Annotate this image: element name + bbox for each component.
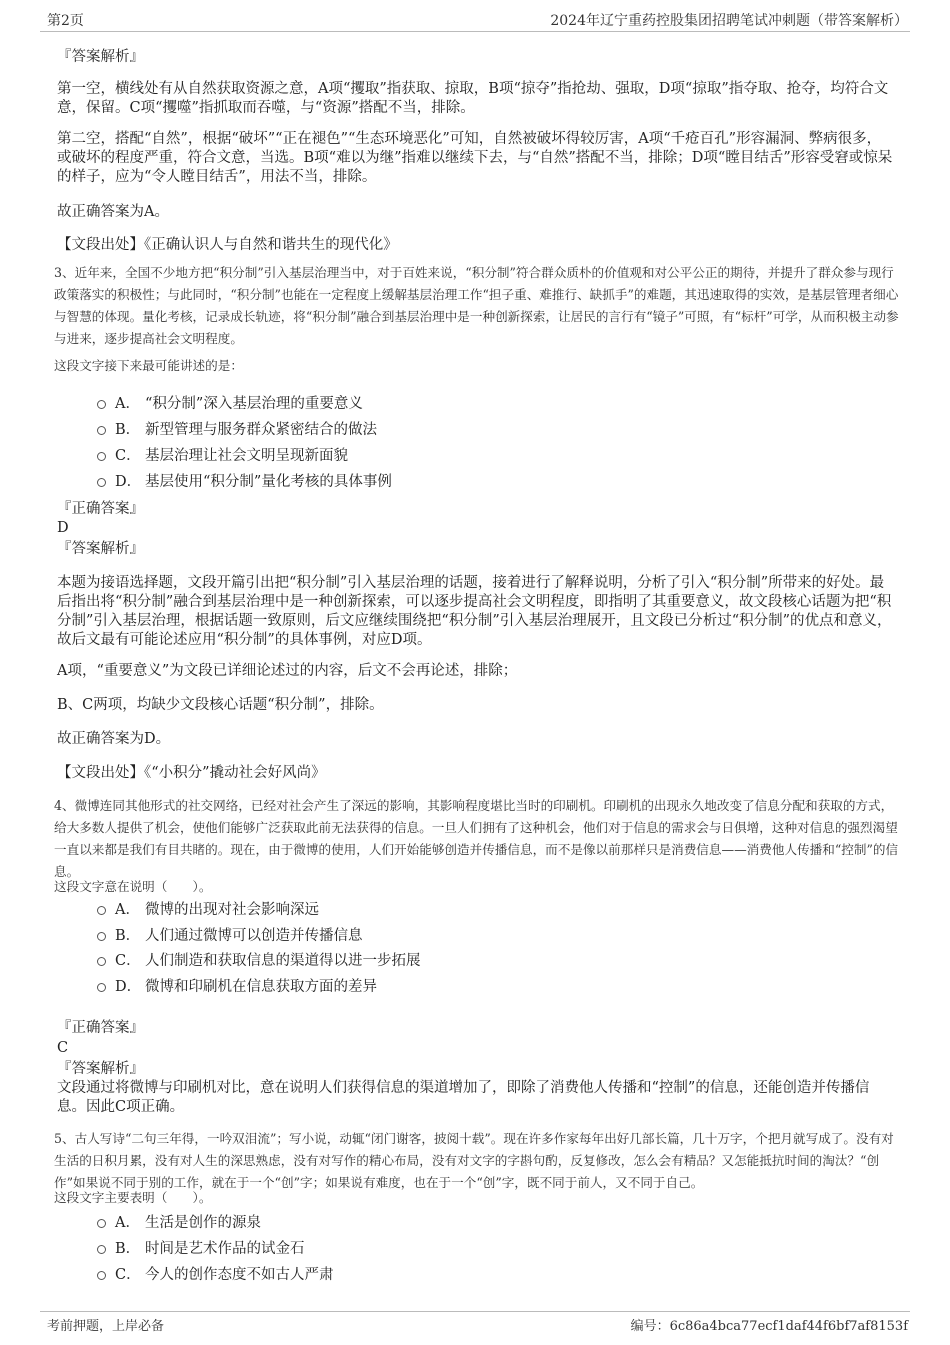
option-text: 新型管理与服务群众紧密结合的做法 — [145, 422, 377, 438]
radio-icon[interactable] — [97, 1271, 106, 1280]
option-key: C． — [115, 1267, 141, 1283]
note-a-q3: A项，“重要意义”为文段已详细论述过的内容，后文不会再论述，排除； — [57, 663, 518, 679]
document-title: 2024年辽宁重药控股集团招聘笔试冲刺题（带答案解析） — [550, 13, 908, 29]
question-stem-q5: 5、古人写诗“二句三年得，一吟双泪流”；写小说，动辄“闭门谢客，披阅十载”。现在许多作家每年出好几部长篇，几十万字，个把月就写成了。没有对生活的日积月累，没有对人生的深思熟虑，没有对写作的精心布局，没有对文字的字斟句酌，反复修改，怎么会有精品？又怎能抵抗时间的淘汰？“创作”如果说不同于别的工作，就在于一个“创”字；如果说有难度，也在于一个“创”字，既不同于前人，又不同于自己。 — [54, 1131, 894, 1190]
option-key: A． — [115, 1215, 140, 1231]
answer-q3: D — [57, 520, 69, 536]
source-q2: 【文段出处】《正确认识人与自然和谐共生的现代化》 — [57, 237, 398, 253]
question-prompt-q4: 这段文字意在说明（ ）。 — [54, 879, 212, 894]
radio-icon[interactable] — [97, 906, 106, 915]
option-text: “积分制”深入基层治理的重要意义 — [145, 396, 363, 412]
note-bc-q3: B、C两项，均缺少文段核心话题“积分制”，排除。 — [57, 697, 384, 713]
question-prompt-q5: 这段文字主要表明（ ）。 — [54, 1190, 212, 1205]
option-text: 基层使用“积分制”量化考核的具体事例 — [145, 474, 392, 490]
option-a-q3[interactable] — [97, 395, 363, 413]
option-b-q4[interactable] — [97, 927, 363, 945]
radio-icon[interactable] — [97, 983, 106, 992]
analysis-label-q2: 『答案解析』 — [57, 49, 144, 65]
conclusion-q2: 故正确答案为A。 — [57, 204, 169, 220]
option-key: A． — [115, 396, 140, 412]
option-text: 人们制造和获取信息的渠道得以进一步拓展 — [145, 953, 421, 969]
radio-icon[interactable] — [97, 426, 106, 435]
option-text: 人们通过微博可以创造并传播信息 — [145, 928, 363, 944]
option-a-q4[interactable] — [97, 901, 319, 919]
option-d-q4[interactable] — [97, 978, 377, 996]
conclusion-q3: 故正确答案为D。 — [57, 731, 171, 747]
option-key: D． — [115, 979, 142, 995]
analysis-label-q4: 『答案解析』 — [57, 1061, 144, 1077]
radio-icon[interactable] — [97, 1219, 106, 1228]
option-d-q3[interactable] — [97, 473, 392, 491]
radio-icon[interactable] — [97, 932, 106, 941]
option-text: 时间是艺术作品的试金石 — [145, 1241, 305, 1257]
answer-label-q4: 『正确答案』 — [57, 1020, 144, 1036]
option-text: 基层治理让社会文明呈现新面貌 — [145, 448, 348, 464]
option-key: B． — [115, 1241, 141, 1257]
option-text: 微博和印刷机在信息获取方面的差异 — [145, 979, 377, 995]
answer-q4: C — [57, 1040, 69, 1056]
option-c-q4[interactable] — [97, 952, 421, 970]
analysis-q3: 本题为接语选择题，文段开篇引出把“积分制”引入基层治理的话题，接着进行了解释说明，分析了引入“积分制”所带来的好处。最后指出将“积分制”融合到基层治理中是一种创新探索，可以逐步提高社会文明程度，即指明了其重要意义，故文段核心话题为把“积分制”引入基层治理，根据话题一致原则，后文应继续围绕把“积分制”引入基层治理展开，且文段已分析过“积分制”的优点和意义，故后文最有可能论述应用“积分制”的具体事例，对应D项。 — [57, 575, 892, 648]
option-key: B． — [115, 422, 141, 438]
option-key: C． — [115, 448, 141, 464]
option-c-q3[interactable] — [97, 447, 348, 465]
analysis-label-q3: 『答案解析』 — [57, 541, 144, 557]
question-prompt-q3: 这段文字接下来最可能讲述的是： — [54, 358, 243, 373]
radio-icon[interactable] — [97, 1245, 106, 1254]
option-b-q3[interactable] — [97, 421, 377, 439]
answer-label-q3: 『正确答案』 — [57, 501, 144, 517]
option-text: 微博的出现对社会影响深远 — [145, 902, 319, 918]
radio-icon[interactable] — [97, 452, 106, 461]
document-code: 编号：6c86a4bca77ecf1daf44f6bf7af8153f — [630, 1319, 908, 1334]
source-q3: 【文段出处】《“小积分”撬动社会好风尚》 — [57, 765, 326, 781]
option-text: 今人的创作态度不如古人严肃 — [145, 1267, 334, 1283]
analysis-q4: 文段通过将微博与印刷机对比，意在说明人们获得信息的渠道增加了，即除了消费他人传播和“控制”的信息，还能创造并传播信息。因此C项正确。 — [57, 1080, 870, 1115]
footer-slogan: 考前押题，上岸必备 — [47, 1319, 165, 1334]
header-divider — [40, 31, 910, 32]
option-c-q5[interactable] — [97, 1266, 334, 1284]
option-text: 生活是创作的源泉 — [145, 1215, 261, 1231]
analysis-para-2-q2: 第二空，搭配“自然”，根据“破坏”“正在褪色”“生态环境恶化”可知，自然被破坏得较厉害，A项“千疮百孔”形容漏洞、弊病很多，或破坏的程度严重，符合文意，当选。B项“难以为继”指难以继续下去，与“自然”搭配不当，排除；D项“瞠目结舌”形容受窘或惊呆的样子，应为“令人瞠目结舌”，用法不当，排除。 — [57, 131, 893, 185]
radio-icon[interactable] — [97, 400, 106, 409]
question-stem-q4: 4、微博连同其他形式的社交网络，已经对社会产生了深远的影响，其影响程度堪比当时的印刷机。印刷机的出现永久地改变了信息分配和获取的方式，给大多数人提供了机会，使他们能够广泛获取此前无法获得的信息。一旦人们拥有了这种机会，他们对于信息的需求会与日俱增，这种对信息的强烈渴望一直以来都是我们有目共睹的。现在，由于微博的使用，人们开始能够创造并传播信息，而不是像以前那样只是消费信息——消费他人传播和“控制”的信息。 — [54, 798, 899, 879]
option-key: A． — [115, 902, 140, 918]
option-key: C． — [115, 953, 141, 969]
footer-divider — [40, 1311, 910, 1312]
option-a-q5[interactable] — [97, 1214, 261, 1232]
page-number: 第2页 — [47, 13, 84, 29]
option-b-q5[interactable] — [97, 1240, 305, 1258]
radio-icon[interactable] — [97, 957, 106, 966]
question-stem-q3: 3、近年来，全国不少地方把“积分制”引入基层治理当中，对于百姓来说，“积分制”符合群众质朴的价值观和对公平公正的期待，并提升了群众参与现行政策落实的积极性；与此同时，“积分制”也能在一定程度上缓解基层治理工作“担子重、难推行、缺抓手”的难题，其迅速取得的实效，是基层管理者细心与智慧的体现。量化考核，记录成长轨迹，将“积分制”融合到基层治理中是一种创新探索，让居民的言行有“镜子”可照，有“标杆”可学，从而积极主动参与进来，逐步提高社会文明程度。 — [54, 265, 899, 346]
option-key: B． — [115, 928, 141, 944]
analysis-para-1-q2: 第一空，横线处有从自然获取资源之意，A项“攫取”指获取、掠取，B项“掠夺”指抢劫、强取，D项“掠取”指夺取、抢夺，均符合文意，保留。C项“攫噬”指抓取而吞噬，与“资源”搭配不当，排除。 — [57, 81, 889, 116]
radio-icon[interactable] — [97, 478, 106, 487]
option-key: D． — [115, 474, 142, 490]
